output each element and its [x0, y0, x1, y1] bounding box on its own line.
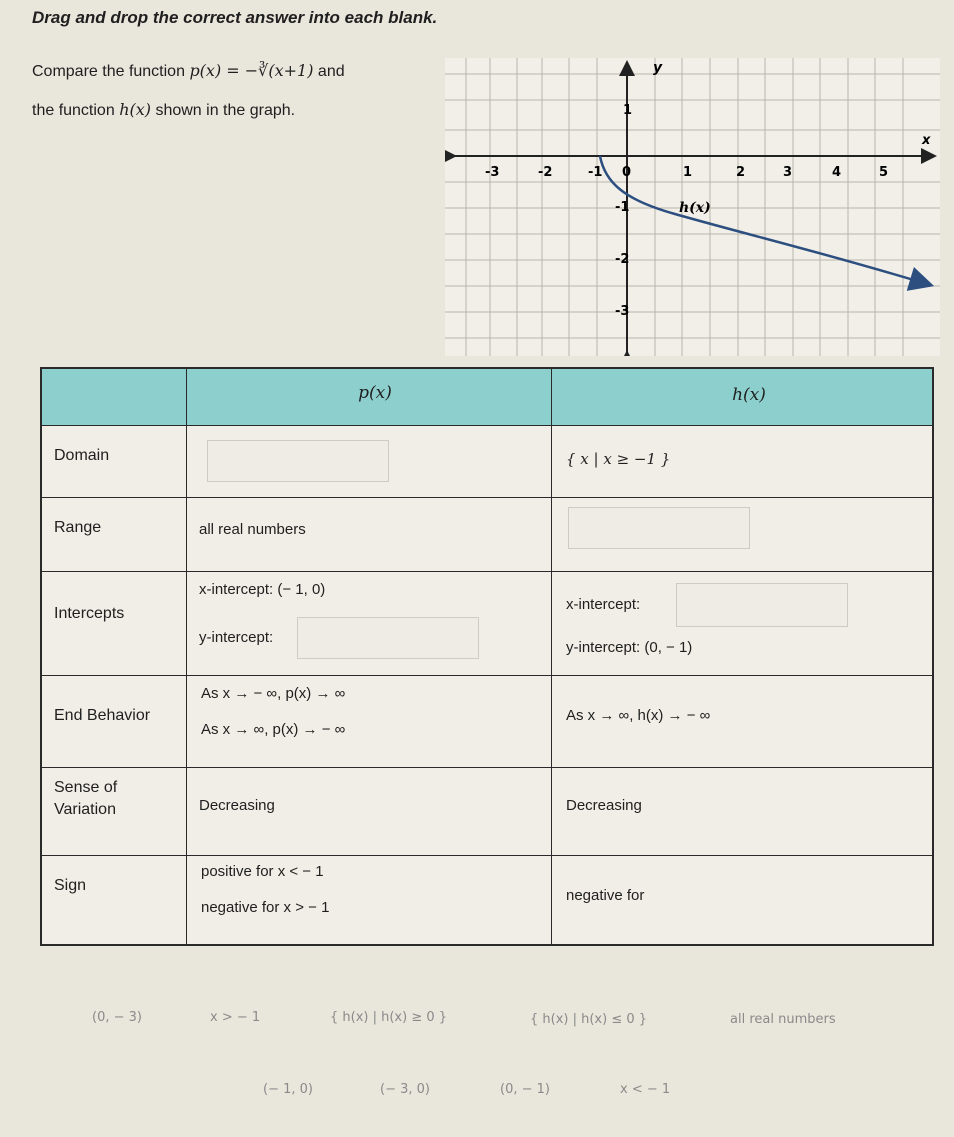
answer-option[interactable]: x > − 1 [210, 1010, 261, 1025]
x-tick: -3 [485, 165, 500, 180]
y-tick: 1 [623, 103, 633, 118]
table-row-domain [42, 425, 932, 498]
p-sign-negative: negative for x > − 1 [201, 899, 330, 916]
answer-option[interactable]: (0, − 1) [500, 1082, 550, 1097]
table-row-variation [42, 767, 932, 856]
intercepts-p-cell [187, 571, 552, 675]
y-tick: -2 [615, 252, 630, 267]
instructions: Drag and drop the correct answer into each blank. [32, 8, 438, 27]
x-axis-label: x [922, 133, 931, 148]
p-y-intercept-drop-target[interactable] [297, 617, 479, 659]
answer-option[interactable]: (− 3, 0) [380, 1082, 430, 1097]
table-row-range [42, 497, 932, 572]
variation-label-2: Variation [54, 801, 116, 818]
y-tick: -1 [615, 200, 630, 215]
header-p [187, 369, 552, 425]
x-tick: 5 [879, 165, 889, 180]
h-y-intercept: y-intercept: (0, − 1) [566, 639, 693, 656]
table-row-end-behavior [42, 675, 932, 768]
p-sign-positive: positive for x < − 1 [201, 863, 324, 880]
comparison-table [40, 367, 934, 946]
graph-h [445, 58, 940, 356]
x-tick: 4 [832, 165, 842, 180]
p-y-intercept-label: y-intercept: [199, 629, 274, 646]
y-axis-label: y [653, 60, 663, 76]
p-end-behavior-2: As x → ∞, p(x) → − ∞ [201, 721, 346, 738]
sign-p-cell [187, 855, 552, 944]
x-tick: -1 [588, 165, 603, 180]
x-tick: 3 [783, 165, 793, 180]
intercepts-h-cell [552, 571, 932, 675]
graph-svg [445, 58, 940, 356]
prompt-text-3: the function [32, 102, 115, 119]
end-behavior-p-cell [187, 675, 552, 767]
answer-option[interactable]: (− 1, 0) [263, 1082, 313, 1097]
answer-option[interactable]: (0, − 3) [92, 1010, 142, 1025]
header-h-text: h(x) [732, 385, 766, 405]
question-prompt [32, 52, 442, 130]
header-blank [42, 369, 187, 425]
x-tick: 0 [622, 165, 632, 180]
answer-option[interactable]: x < − 1 [620, 1082, 671, 1097]
y-tick: -3 [615, 304, 630, 319]
header-p-text: p(x) [358, 383, 392, 403]
answer-option[interactable]: all real numbers [730, 1012, 836, 1027]
variation-label-1: Sense of [54, 779, 118, 796]
curve-label: h(x) [679, 200, 711, 216]
sign-label: Sign [42, 855, 187, 944]
variation-p: Decreasing [187, 767, 552, 855]
range-label: Range [42, 497, 187, 571]
range-h-cell [552, 497, 932, 571]
domain-p-drop-target[interactable] [207, 440, 389, 482]
table-row-sign [42, 855, 932, 944]
prompt-text-1: Compare the function [32, 63, 185, 80]
variation-label [42, 767, 187, 855]
prompt-text-2: and [317, 63, 345, 80]
sign-h-cell [552, 855, 932, 944]
prompt-text-4: shown in the graph. [155, 102, 296, 119]
x-tick: -2 [538, 165, 553, 180]
x-tick: 1 [683, 165, 693, 180]
range-p-value: all real numbers [187, 497, 552, 571]
table-header-row [42, 369, 932, 426]
domain-h-value: { x | x ≥ −1 } [566, 450, 671, 468]
answer-option[interactable]: { h(x) | h(x) ≤ 0 } [530, 1012, 648, 1027]
h-sign-label: negative for [566, 887, 645, 904]
domain-label: Domain [42, 425, 187, 497]
x-tick: 2 [736, 165, 746, 180]
p-x-intercept: x-intercept: (− 1, 0) [199, 581, 326, 598]
domain-h-cell [552, 425, 932, 497]
p-end-behavior-1: As x → − ∞, p(x) → ∞ [201, 685, 346, 702]
end-behavior-label: End Behavior [42, 675, 187, 767]
function-p: p(x) = −∛(x+1) [189, 61, 314, 80]
domain-p-cell [187, 425, 552, 497]
variation-h: Decreasing [566, 797, 642, 814]
h-x-intercept-drop-target[interactable] [676, 583, 848, 627]
range-h-drop-target[interactable] [568, 507, 750, 549]
intercepts-label: Intercepts [42, 571, 187, 675]
header-h [552, 369, 932, 425]
answer-option[interactable]: { h(x) | h(x) ≥ 0 } [330, 1010, 448, 1025]
h-x-intercept-label: x-intercept: [566, 596, 641, 613]
h-curve [600, 156, 927, 284]
function-h: h(x) [119, 100, 151, 119]
h-end-behavior: As x → ∞, h(x) → − ∞ [566, 707, 711, 724]
table-row-intercepts [42, 571, 932, 676]
